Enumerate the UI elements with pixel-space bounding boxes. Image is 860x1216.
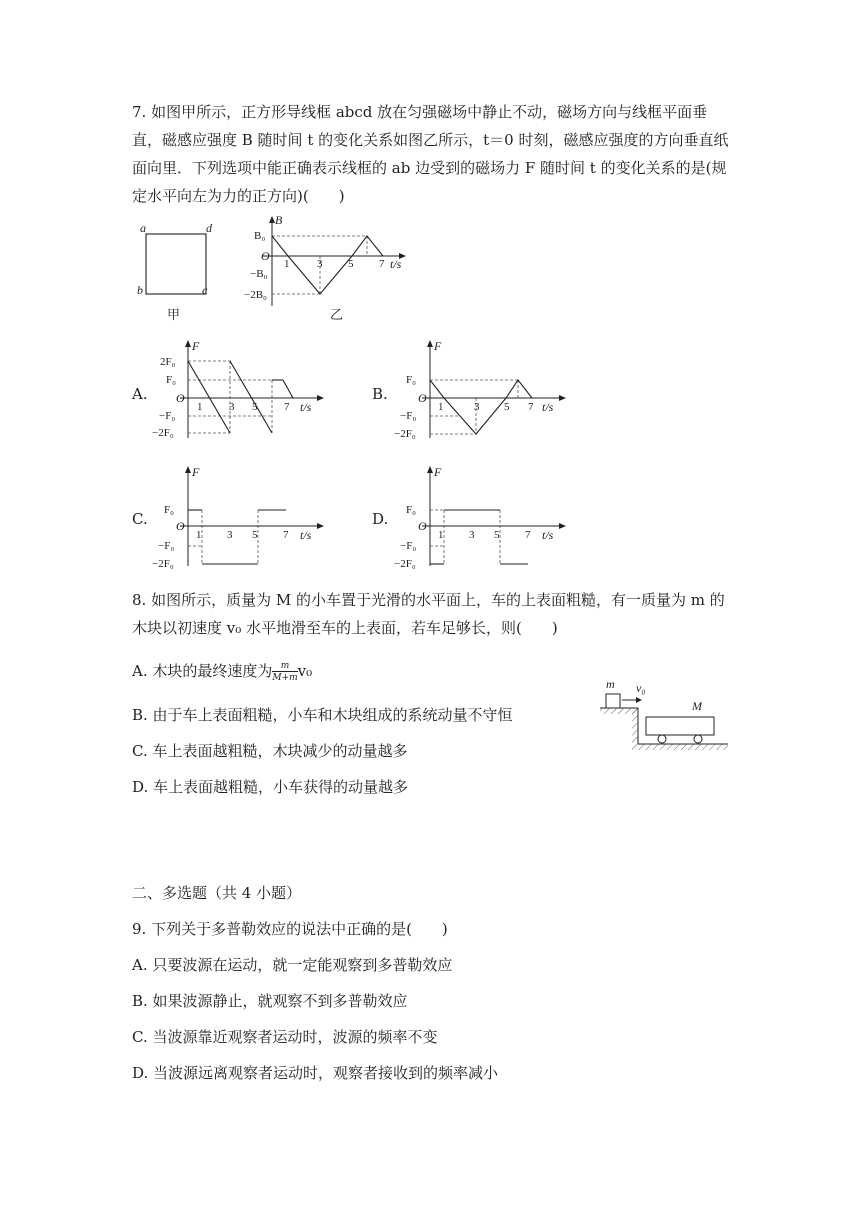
svg-text:7: 7: [284, 401, 290, 413]
svg-text:F: F: [192, 339, 200, 353]
svg-text:7: 7: [528, 401, 534, 413]
option-b-letter: B.: [372, 385, 388, 403]
axis-t-label: t/s: [390, 257, 402, 271]
option-d-letter: D.: [372, 510, 389, 528]
figure-yi-caption: 乙: [330, 308, 344, 323]
svg-text:F₀: F₀: [406, 504, 416, 516]
block-m: [606, 694, 620, 708]
svg-text:3: 3: [469, 529, 475, 541]
svg-text:F₀: F₀: [406, 374, 416, 386]
q9-option-d: D. 当波源远离观察者运动时，观察者接收到的频率减小: [132, 1064, 499, 1082]
svg-text:1: 1: [197, 401, 203, 413]
svg-text:3: 3: [474, 401, 480, 413]
option-a-letter: A.: [132, 385, 148, 403]
tick-3: 3: [317, 258, 323, 270]
svg-text:5: 5: [504, 401, 510, 413]
svg-text:−2F₀: −2F₀: [394, 428, 416, 440]
q8-option-b: B. 由于车上表面粗糙，小车和木块组成的系统动量不守恒: [132, 706, 513, 724]
svg-text:t/s: t/s: [542, 400, 554, 414]
svg-text:7: 7: [283, 529, 289, 541]
corner-d-label: d: [206, 221, 212, 235]
cart-label: M: [692, 699, 702, 713]
corner-c-label: c: [202, 283, 208, 297]
q9-option-a: A. 只要波源在运动，就一定能观察到多普勒效应: [132, 956, 453, 974]
q9-option-c: C. 当波源靠近观察者运动时，波源的频率不变: [132, 1028, 438, 1046]
tick-5: 5: [348, 258, 354, 270]
cart-m: [646, 717, 714, 735]
svg-text:3: 3: [227, 529, 233, 541]
svg-text:O: O: [176, 519, 185, 533]
svg-text:−2F₀: −2F₀: [394, 558, 416, 570]
question-9-text: 9. 下列关于多普勒效应的说法中正确的是( ): [132, 920, 448, 938]
svg-text:−F₀: −F₀: [159, 410, 176, 422]
svg-text:O: O: [176, 391, 185, 405]
origin-label: O: [261, 249, 270, 263]
question-8-text: 8. 如图所示，质量为 M 的小车置于光滑的水平面上，车的上表面粗糙，有一质量为 m 的木块以初速度 v₀ 水平地滑至车的上表面，若车足够长，则( ): [132, 591, 725, 637]
svg-text:F: F: [434, 465, 442, 479]
svg-text:−F₀: −F₀: [158, 540, 175, 552]
svg-text:7: 7: [525, 529, 531, 541]
figure-yi-b-t-graph: [240, 214, 420, 314]
q8-option-d: D. 车上表面越粗糙，小车获得的动量越多: [132, 778, 409, 796]
svg-text:F₀: F₀: [166, 374, 176, 386]
svg-text:3: 3: [229, 401, 235, 413]
svg-text:−F₀: −F₀: [400, 410, 417, 422]
corner-a-label: a: [140, 221, 146, 235]
option-a-graph: [152, 338, 332, 442]
svg-text:1: 1: [196, 529, 202, 541]
velocity-label: v₀: [636, 681, 646, 695]
tick-1: 1: [284, 258, 290, 270]
svg-text:O: O: [418, 391, 427, 405]
tick-7: 7: [379, 258, 385, 270]
option-b-graph: [394, 338, 574, 442]
corner-b-label: b: [137, 283, 143, 297]
svg-text:−F₀: −F₀: [400, 540, 417, 552]
svg-text:O: O: [418, 519, 427, 533]
svg-text:1: 1: [438, 401, 444, 413]
tick-neg-2b0: −2B₀: [244, 289, 267, 301]
svg-text:2F₀: 2F₀: [160, 356, 176, 368]
tick-b0: B₀: [254, 230, 266, 242]
q9-option-b: B. 如果波源静止，就观察不到多普勒效应: [132, 992, 408, 1010]
svg-text:t/s: t/s: [300, 528, 312, 542]
svg-text:−2F₀: −2F₀: [152, 558, 174, 570]
option-d-graph: [394, 462, 574, 570]
svg-text:5: 5: [252, 529, 258, 541]
axis-b-label: B: [275, 213, 283, 227]
section-2-title: 二、多选题（共 4 小题）: [132, 884, 302, 902]
svg-text:−2F₀: −2F₀: [152, 427, 174, 439]
svg-text:F: F: [434, 339, 442, 353]
question-7-text: 7. 如图甲所示，正方形导线框 abcd 放在匀强磁场中静止不动，磁场方向与线框平面垂直，磁感应强度 B 随时间 t 的变化关系如图乙所示，t＝0 时刻，磁感应强度的方向垂直纸面向里．下列选项中能正确表示线框的 ab 边受到的磁场力 F 随时间 t 的变化关系的是(规定水平向左为力的正方向)( ): [132, 103, 729, 205]
block-label: m: [606, 677, 615, 691]
svg-text:F: F: [192, 465, 200, 479]
svg-text:t/s: t/s: [300, 400, 312, 414]
cart-block-figure: [596, 672, 736, 758]
option-c-letter: C.: [132, 510, 148, 528]
tick-neg-b0: −B₀: [250, 268, 268, 280]
option-c-graph: [152, 462, 332, 570]
svg-text:5: 5: [252, 401, 258, 413]
figure-jia-caption: 甲: [167, 308, 181, 323]
svg-text:F₀: F₀: [164, 504, 174, 516]
q8-option-a: A. 木块的最终速度为 $\frac{m}{M+m}$ v₀: [132, 661, 313, 683]
svg-text:t/s: t/s: [542, 528, 554, 542]
svg-text:5: 5: [494, 529, 500, 541]
svg-text:1: 1: [438, 529, 444, 541]
q8-option-c: C. 车上表面越粗糙，木块减少的动量越多: [132, 742, 408, 760]
